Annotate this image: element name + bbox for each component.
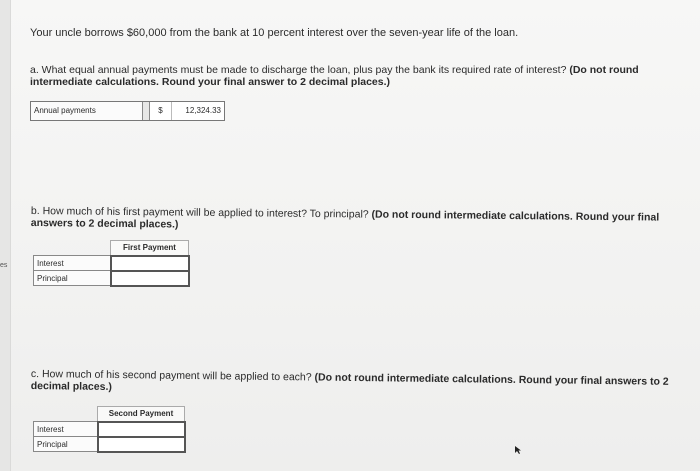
row-separator xyxy=(143,102,150,120)
edge-text: es xyxy=(0,262,8,269)
annual-payments-row xyxy=(30,101,225,121)
first-payment-header: First Payment xyxy=(111,241,189,256)
annual-payments-input[interactable]: 12,324.33 xyxy=(172,102,224,120)
table-corner xyxy=(34,407,98,422)
table-row xyxy=(34,422,185,437)
interest-label: Interest xyxy=(34,422,98,437)
first-payment-principal-input[interactable] xyxy=(111,271,189,286)
table-row xyxy=(34,256,189,271)
second-payment-header: Second Payment xyxy=(98,407,185,422)
second-payment-table xyxy=(33,406,186,453)
question-c-instruction: (Do not round intermediate calculations. Round your final answers to 2 decimal places.) xyxy=(30,371,669,393)
question-a xyxy=(30,64,670,88)
first-payment-table xyxy=(33,240,190,287)
question-b-text: b. How much of his first payment will be applied to interest? To principal? xyxy=(30,205,372,221)
left-edge-strip xyxy=(0,0,11,471)
second-payment-interest-input[interactable] xyxy=(98,422,185,437)
question-a-text: a. What equal annual payments must be made to discharge the loan, plus pay the bank its required rate of interest? xyxy=(30,64,570,76)
first-payment-interest-input[interactable] xyxy=(111,256,189,271)
question-b-instruction: (Do not round intermediate calculations. Round your final answers to 2 decimal places.) xyxy=(30,208,660,231)
currency-symbol: $ xyxy=(150,102,172,120)
principal-label: Principal xyxy=(34,271,111,286)
table-row xyxy=(34,437,185,452)
annual-payments-label: Annual payments xyxy=(31,102,143,120)
interest-label: Interest xyxy=(34,256,111,271)
problem-intro: Your uncle borrows $60,000 from the bank at 10 percent interest over the seven-year life of the loan. xyxy=(30,27,519,39)
table-corner xyxy=(34,241,111,256)
question-b xyxy=(31,205,671,236)
table-row xyxy=(34,271,189,286)
principal-label: Principal xyxy=(34,437,98,452)
question-c xyxy=(31,368,671,400)
second-payment-principal-input[interactable] xyxy=(98,437,185,452)
question-a-instruction: (Do not round intermediate calculations. Round your final answer to 2 decimal places.) xyxy=(30,64,639,88)
question-c-text: c. How much of his second payment will be applied to each? xyxy=(30,368,315,384)
